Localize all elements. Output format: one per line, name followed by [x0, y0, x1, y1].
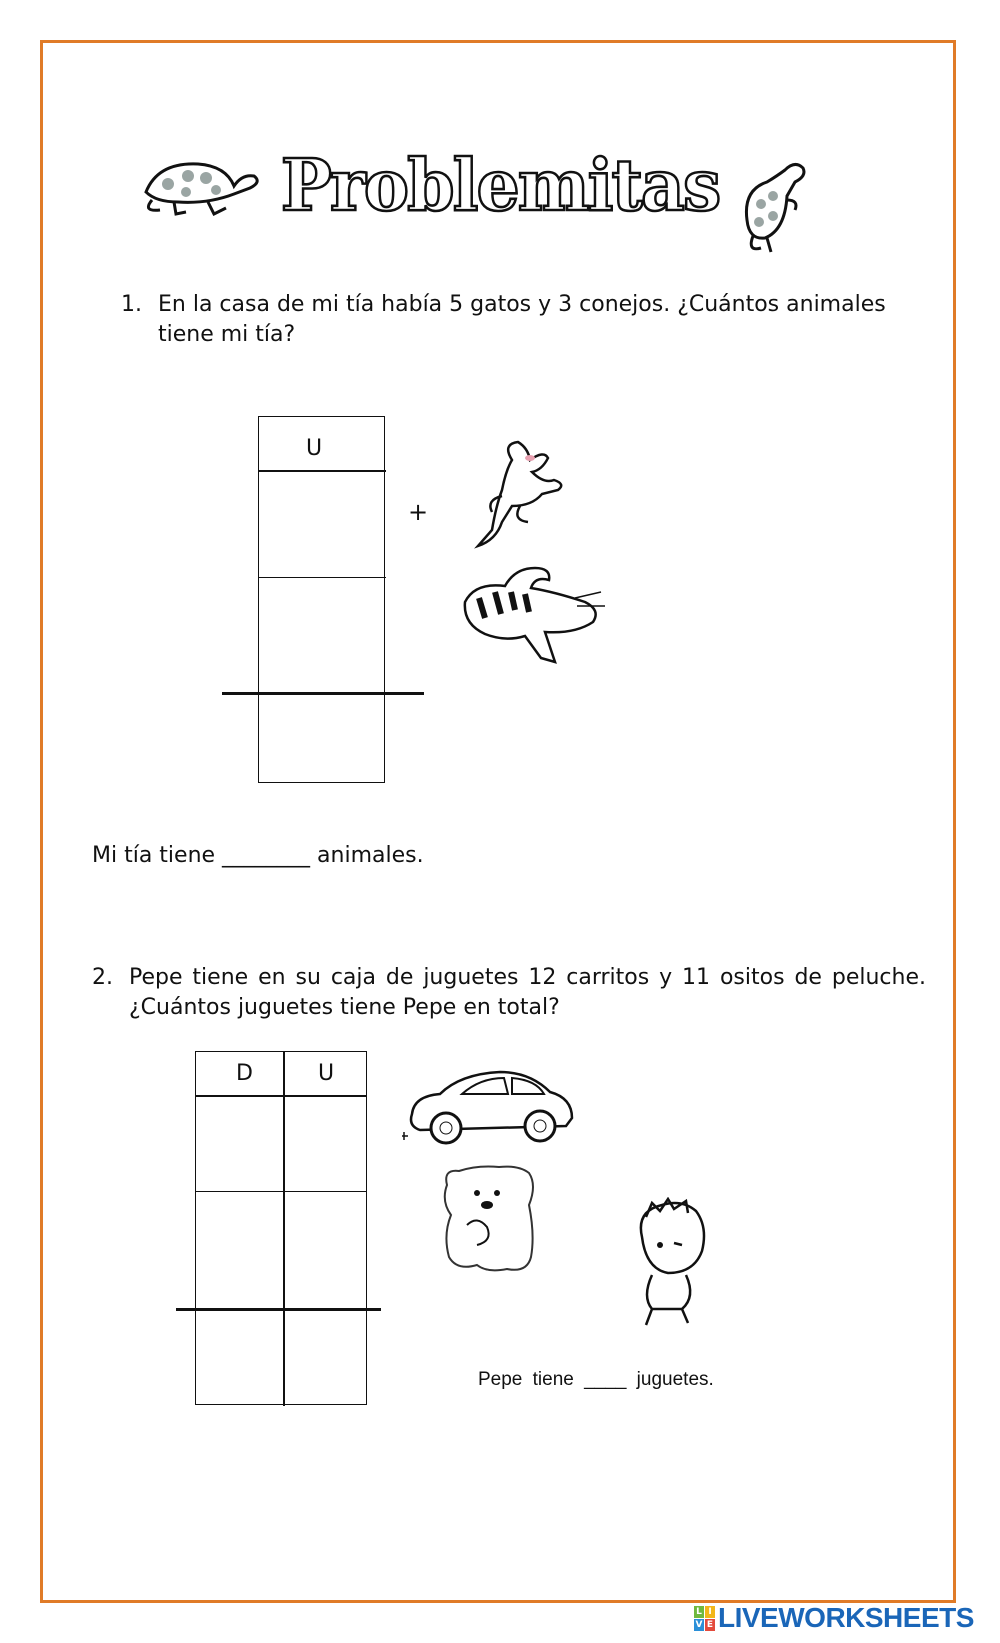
logo-letter: V: [695, 1619, 703, 1630]
column-header-tens: D: [236, 1061, 253, 1086]
plus-sign: +: [408, 498, 429, 526]
logo-text: LIVEWORKSHEETS: [718, 1602, 974, 1633]
logo-mark-icon: [694, 1606, 715, 1631]
teddy-bear-icon: [437, 1165, 539, 1277]
table-column-divider: [283, 1051, 285, 1406]
cat-icon: [455, 562, 607, 672]
sum-line: [176, 1308, 381, 1311]
liveworksheets-logo: [694, 1602, 974, 1634]
logo-letter: L: [694, 1606, 704, 1618]
sum-line: [222, 692, 424, 695]
boy-icon: [622, 1197, 718, 1329]
problem-1-text: En la casa de mi tía había 5 gatos y 3 conejos. ¿Cuántos animales tiene mi tía?: [158, 292, 886, 347]
column-header-units: U: [306, 436, 323, 461]
problem-2-text: Pepe tiene en su caja de juguetes 12 carritos y 11 ositos de peluche. ¿Cuántos juguetes tiene Pepe en total?: [129, 965, 926, 1020]
car-icon: [400, 1064, 578, 1152]
problem-2-number: 2.: [92, 965, 113, 990]
page-title: Problemitas: [280, 144, 720, 228]
column-header-units: U: [318, 1061, 335, 1086]
table-header-line: [195, 1095, 367, 1097]
rabbit-icon: [472, 440, 576, 552]
logo-letter: E: [706, 1619, 714, 1630]
problem-1-number: 1.: [121, 292, 142, 317]
problem-1-answer: Mi tía tiene ________ animales.: [92, 843, 424, 868]
tens-units-table-2: [195, 1051, 367, 1405]
table-header-line: [258, 470, 386, 472]
table-row-line: [258, 577, 386, 578]
logo-letter: I: [705, 1606, 715, 1618]
problem-2-answer: Pepe tiene ____ juguetes.: [478, 1369, 714, 1390]
table-row-line: [195, 1191, 367, 1192]
